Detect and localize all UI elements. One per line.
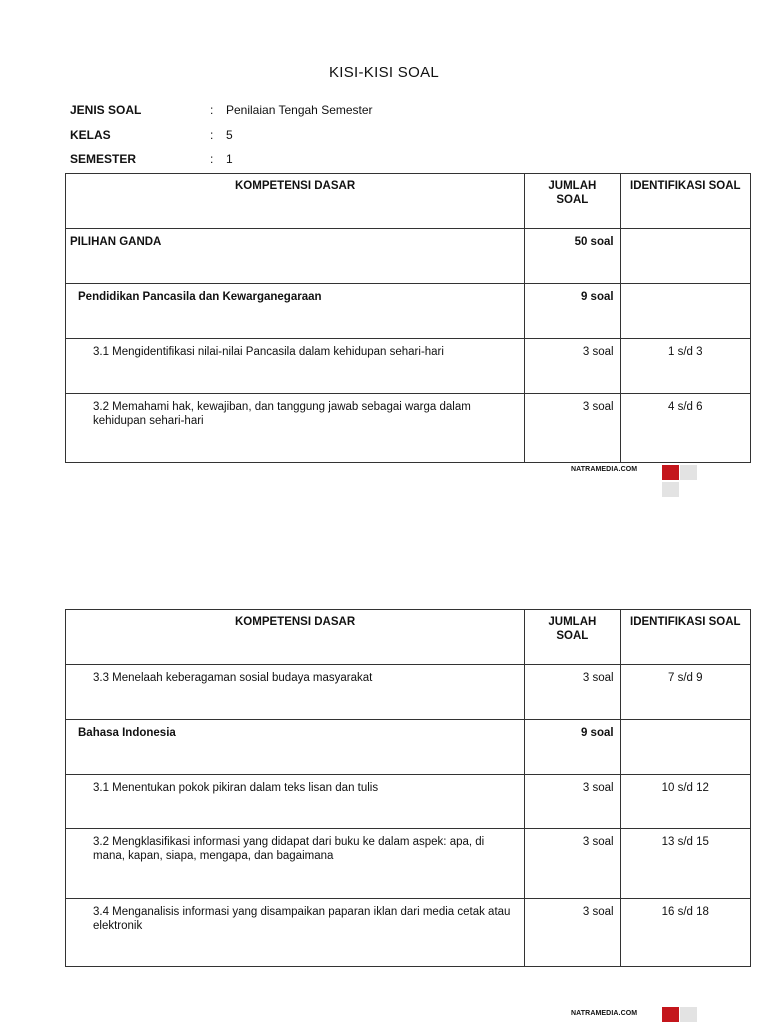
cell-kd: PILIHAN GANDA: [66, 229, 525, 284]
table-row: [66, 775, 751, 829]
kisi-table-page-1: [65, 173, 751, 463]
table-row: [66, 665, 751, 720]
cell-identifikasi: [620, 229, 750, 284]
cell-identifikasi: 4 s/d 6: [620, 394, 750, 463]
cell-jumlah: 9 soal: [525, 284, 620, 339]
cell-identifikasi: 16 s/d 18: [620, 899, 750, 967]
table-row: [66, 829, 751, 899]
meta-label: SEMESTER: [70, 152, 137, 166]
meta-value: 5: [226, 128, 233, 142]
cell-identifikasi: 10 s/d 12: [620, 775, 750, 829]
meta-colon: :: [210, 152, 214, 166]
table-row-subject: [66, 720, 751, 775]
cell-jumlah: 3 soal: [525, 665, 620, 720]
table-row-section: [66, 229, 751, 284]
brand-square-red: [662, 1007, 679, 1022]
table-header-row: [66, 610, 751, 665]
table-row: [66, 899, 751, 967]
cell-kd: 3.2 Memahami hak, kewajiban, dan tanggung jawab sebagai warga dalam kehidupan sehari-hari: [66, 394, 525, 463]
table-row: [66, 339, 751, 394]
cell-jumlah: 9 soal: [525, 720, 620, 775]
cell-kd: 3.1 Mengidentifikasi nilai-nilai Pancasila dalam kehidupan sehari-hari: [66, 339, 525, 394]
header-identifikasi-soal: IDENTIFIKASI SOAL: [620, 610, 750, 665]
cell-kd: Pendidikan Pancasila dan Kewarganegaraan: [66, 284, 525, 339]
brand-square-red: [662, 465, 679, 480]
footer-brand: NATRAMEDIA.COM: [571, 466, 638, 473]
meta-colon: :: [210, 103, 214, 117]
cell-kd: Bahasa Indonesia: [66, 720, 525, 775]
cell-identifikasi: 7 s/d 9: [620, 665, 750, 720]
document-title: KISI-KISI SOAL: [328, 64, 440, 81]
header-kompetensi-dasar: KOMPETENSI DASAR: [66, 174, 525, 229]
header-jumlah-soal: JUMLAH SOAL: [525, 610, 620, 665]
table-header-row: [66, 174, 751, 229]
header-identifikasi-soal: IDENTIFIKASI SOAL: [620, 174, 750, 229]
cell-jumlah: 3 soal: [525, 775, 620, 829]
meta-colon: :: [210, 128, 214, 142]
cell-jumlah: 3 soal: [525, 339, 620, 394]
cell-jumlah: 50 soal: [525, 229, 620, 284]
cell-jumlah: 3 soal: [525, 394, 620, 463]
cell-kd: 3.2 Mengklasifikasi informasi yang didapat dari buku ke dalam aspek: apa, di mana, kapan, siapa, mengapa, dan bagaimana: [66, 829, 525, 899]
cell-kd: 3.4 Menganalisis informasi yang disampaikan paparan iklan dari media cetak atau elektronik: [66, 899, 525, 967]
kisi-table-page-2: [65, 609, 751, 967]
brand-square-grey: [680, 1007, 697, 1022]
meta-label: KELAS: [70, 128, 111, 142]
cell-jumlah: 3 soal: [525, 899, 620, 967]
meta-label: JENIS SOAL: [70, 103, 142, 117]
table-row-subject: [66, 284, 751, 339]
meta-value: 1: [226, 152, 233, 166]
cell-identifikasi: [620, 720, 750, 775]
cell-jumlah: 3 soal: [525, 829, 620, 899]
cell-identifikasi: [620, 284, 750, 339]
header-kompetensi-dasar: KOMPETENSI DASAR: [66, 610, 525, 665]
cell-identifikasi: 1 s/d 3: [620, 339, 750, 394]
meta-value: Penilaian Tengah Semester: [226, 103, 373, 117]
brand-square-grey: [680, 465, 697, 480]
header-jumlah-soal: JUMLAH SOAL: [525, 174, 620, 229]
cell-identifikasi: 13 s/d 15: [620, 829, 750, 899]
brand-square-grey: [662, 482, 679, 497]
footer-brand: NATRAMEDIA.COM: [571, 1010, 638, 1017]
table-row: [66, 394, 751, 463]
cell-kd: 3.1 Menentukan pokok pikiran dalam teks lisan dan tulis: [66, 775, 525, 829]
cell-kd: 3.3 Menelaah keberagaman sosial budaya masyarakat: [66, 665, 525, 720]
